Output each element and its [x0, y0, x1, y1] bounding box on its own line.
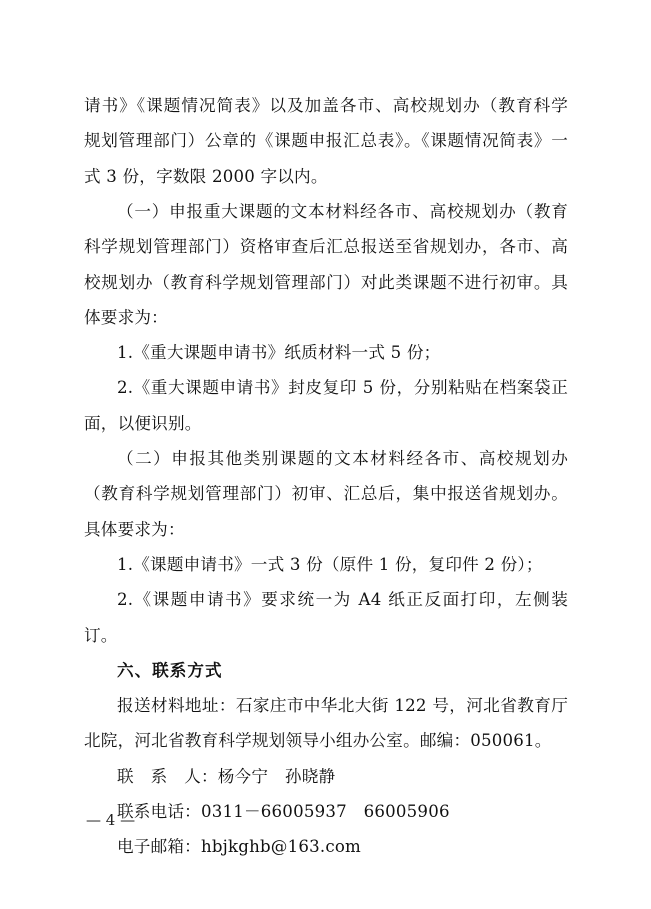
text-line: 电子邮箱：hbjkghb@163.com [117, 837, 361, 856]
text-line: 具体要求为： [84, 520, 185, 539]
page-number: — 4 — [86, 811, 136, 829]
text-line: 订。 [84, 626, 118, 645]
text-line: （一）申报重大课题的文本材料经各市、高校规划办（教育 [117, 202, 568, 221]
text-line: （二）申报其他类别课题的文本材料经各市、高校规划办 [117, 449, 568, 468]
text-line: 联系电话：0311－66005937 66005906 [117, 802, 450, 821]
text-line: 面，以便识别。 [84, 414, 202, 433]
text-line: 式 3 份，字数限 2000 字以内。 [84, 167, 328, 186]
text-line: 校规划办（教育科学规划管理部门）对此类课题不进行初审。具 [84, 273, 568, 292]
text-line: （教育科学规划管理部门）初审、汇总后，集中报送省规划办。 [84, 484, 568, 503]
text-line: 2.《重大课题申请书》封皮复印 5 份，分别粘贴在档案袋正 [117, 378, 568, 397]
text-line: 1.《重大课题申请书》纸质材料一式 5 份； [117, 343, 441, 362]
text-line: 北院，河北省教育科学规划领导小组办公室。邮编：050061。 [84, 731, 552, 750]
text-line: 报送材料地址：石家庄市中华北大街 122 号，河北省教育厅 [117, 696, 568, 715]
text-line: 联 系 人：杨今宁 孙晓静 [117, 767, 336, 786]
text-line: 1.《课题申请书》一式 3 份（原件 1 份，复印件 2 份）； [117, 555, 543, 574]
text-line: 请书》《课题情况简表》以及加盖各市、高校规划办（教育科学 [84, 96, 568, 115]
text-line: 科学规划管理部门）资格审查后汇总报送至省规划办，各市、高 [84, 237, 568, 256]
text-line: 体要求为： [84, 308, 168, 327]
text-line: 2.《课题申请书》要求统一为 A4 纸正反面打印，左侧装 [117, 590, 568, 609]
section-heading: 六、联系方式 [117, 661, 223, 680]
text-line: 规划管理部门）公章的《课题申报汇总表》。《课题情况简表》一 [84, 131, 568, 150]
